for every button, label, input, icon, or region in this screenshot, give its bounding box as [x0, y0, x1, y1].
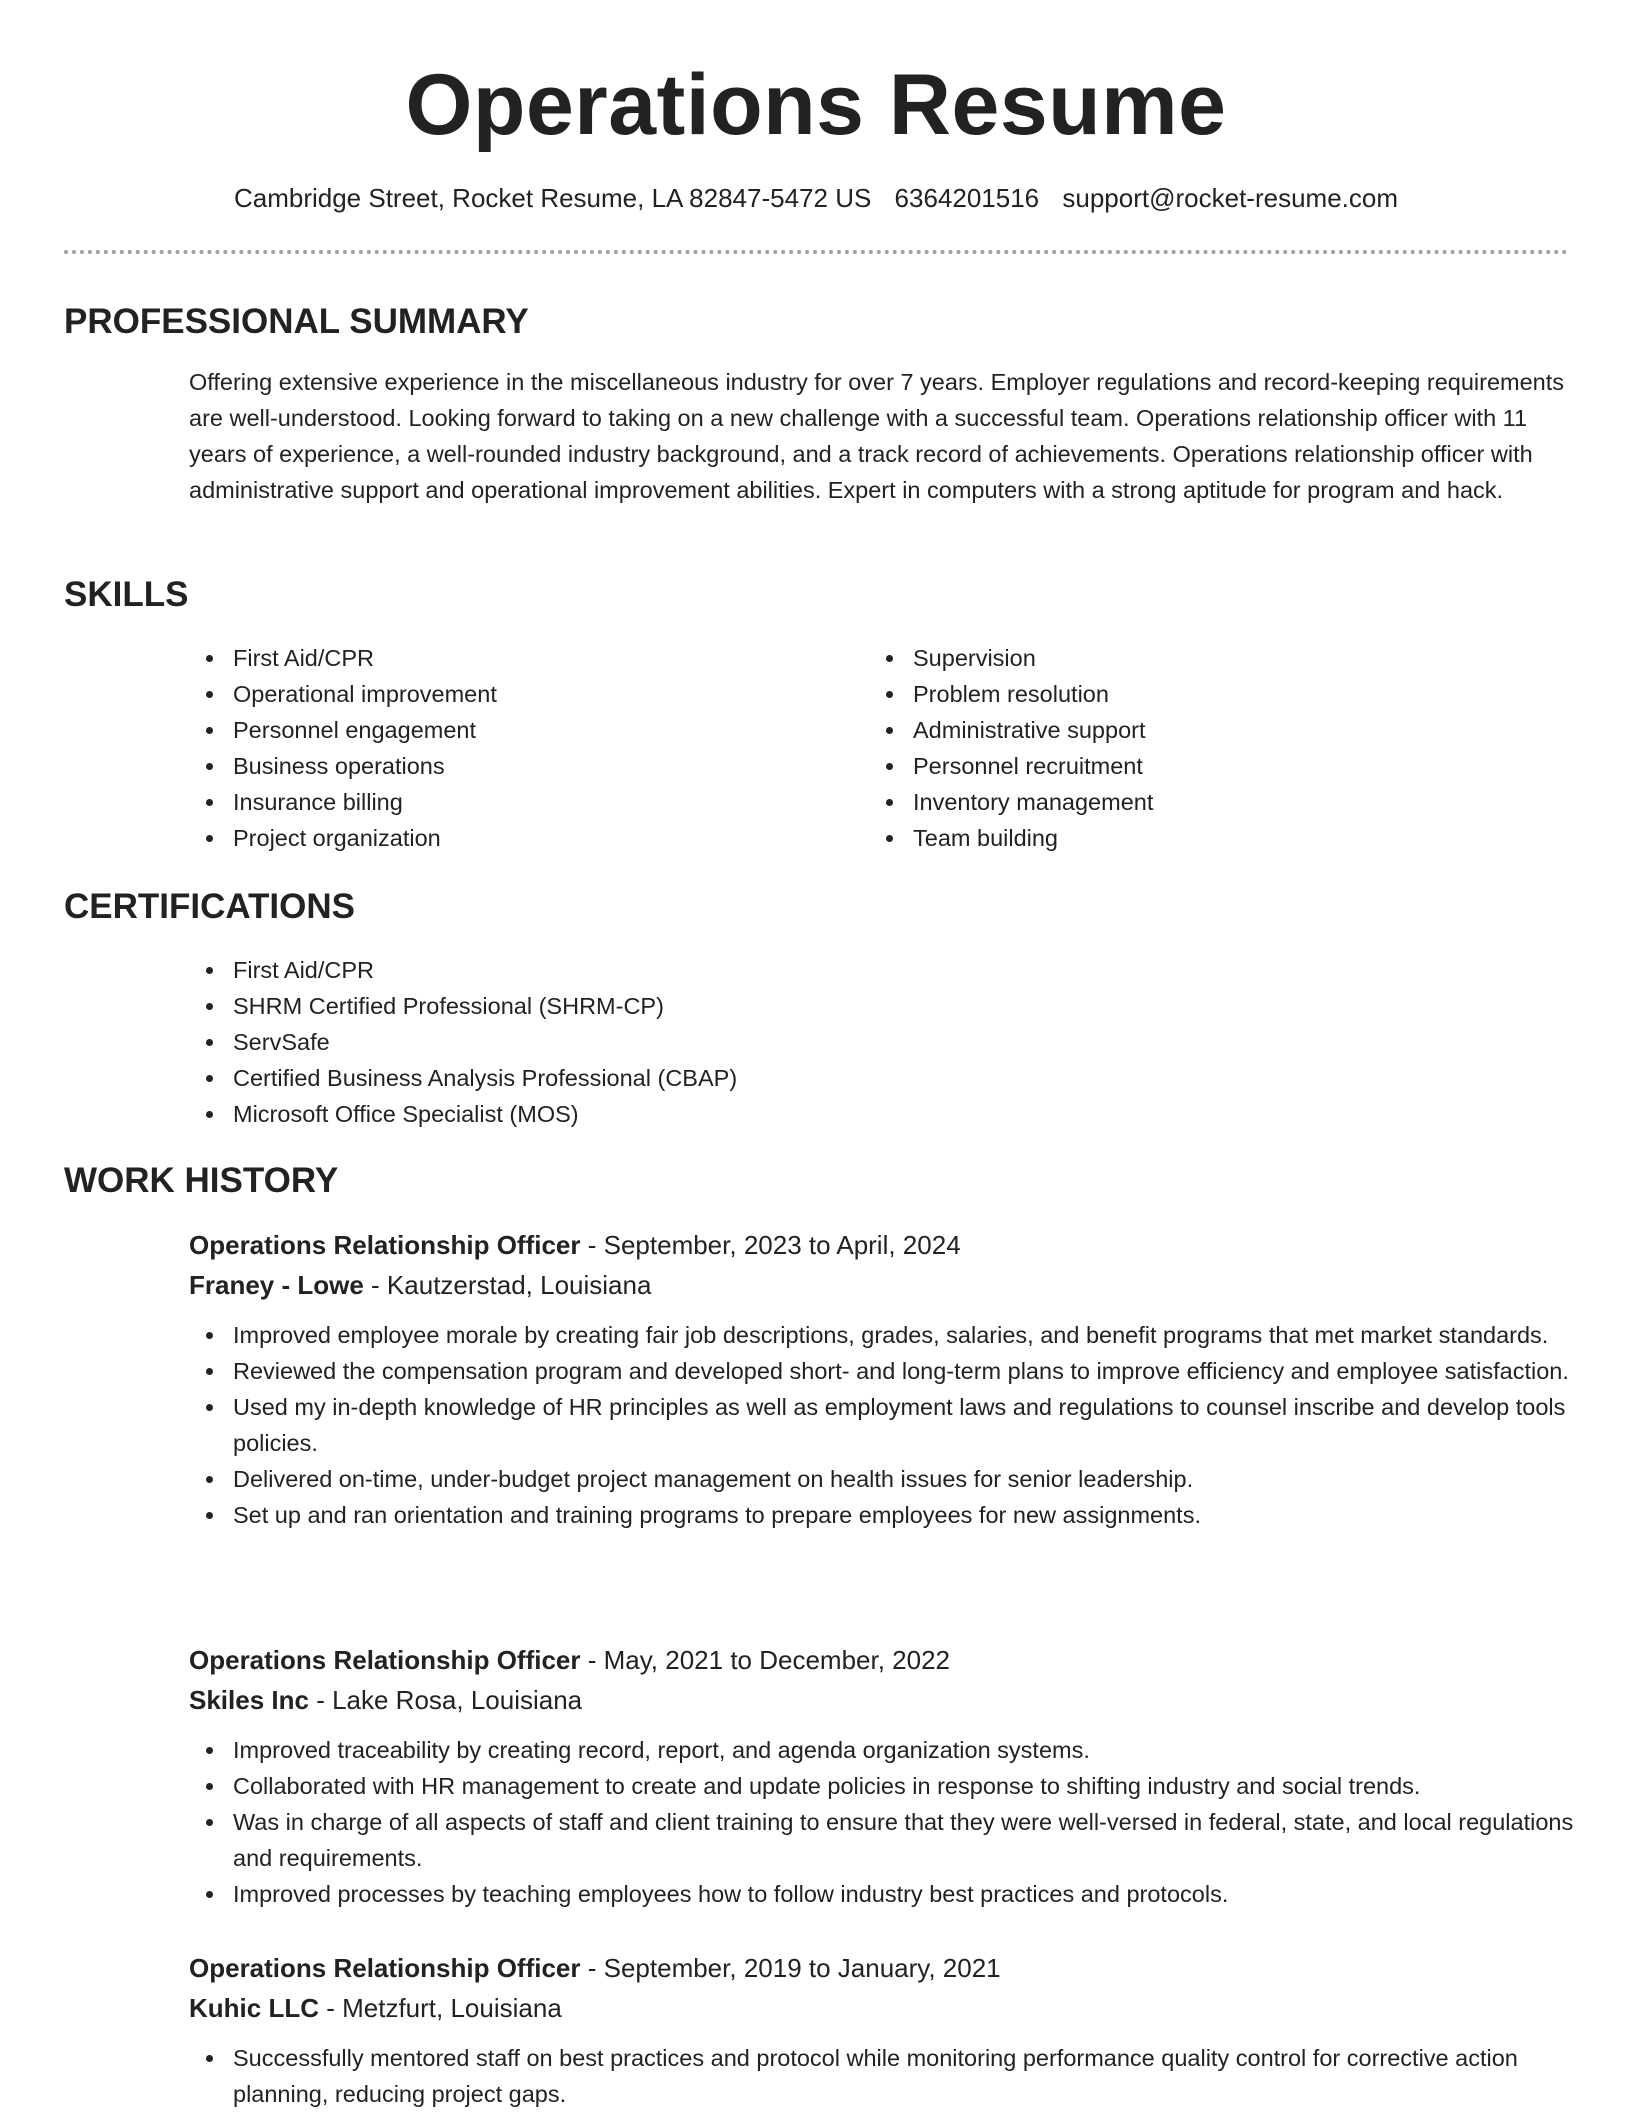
job-dates: - May, 2021 to December, 2022: [580, 1645, 951, 1675]
job-location: - Kautzerstad, Louisiana: [363, 1270, 652, 1300]
job-title-line: [189, 1225, 1574, 1265]
job-bullet: Successfully mentored staff on best practices and protocol while monitoring performance quality control for corrective action planning, reducing project gaps.: [189, 2040, 1574, 2112]
job-company-line: [189, 1265, 1574, 1305]
certifications-heading: CERTIFICATIONS: [64, 887, 356, 926]
job-bullets: [189, 1732, 1574, 1912]
header-divider: [64, 250, 1568, 254]
certification-item: Microsoft Office Specialist (MOS): [189, 1096, 1569, 1132]
contact-email: support@rocket-resume.com: [1062, 183, 1399, 213]
certifications-list: [189, 952, 1569, 1132]
job-company: Kuhic LLC: [189, 1993, 319, 2023]
skill-item: Supervision: [869, 640, 1509, 676]
job-company-line: [189, 1988, 1574, 2028]
skill-item: Personnel recruitment: [869, 748, 1509, 784]
job-bullet: Was in charge of all aspects of staff and client training to ensure that they were well-versed in federal, state, and local regulations and requirements.: [189, 1804, 1574, 1876]
job-title-line: [189, 1640, 1574, 1680]
job-bullet: Used my in-depth knowledge of HR principles as well as employment laws and regulations to counsel inscribe and develop tools policies.: [189, 1389, 1574, 1461]
skill-item: Inventory management: [869, 784, 1509, 820]
job-bullet: Reviewed the compensation program and developed short- and long-term plans to improve efficiency and employee satisfaction.: [189, 1353, 1574, 1389]
skills-heading: SKILLS: [64, 575, 189, 614]
skill-item: Business operations: [189, 748, 829, 784]
job-entry: [189, 1225, 1574, 1533]
job-company-line: [189, 1680, 1574, 1720]
skill-item: Operational improvement: [189, 676, 829, 712]
skill-item: Problem resolution: [869, 676, 1509, 712]
work-history-heading: WORK HISTORY: [64, 1161, 339, 1200]
job-bullet: Improved processes by teaching employees how to follow industry best practices and protocols.: [189, 1876, 1574, 1912]
certification-item: First Aid/CPR: [189, 952, 1569, 988]
job-title-line: [189, 1948, 1574, 1988]
job-position: Operations Relationship Officer: [189, 1645, 581, 1675]
job-location: - Metzfurt, Louisiana: [319, 1993, 562, 2023]
job-location: - Lake Rosa, Louisiana: [308, 1685, 583, 1715]
certification-item: SHRM Certified Professional (SHRM-CP): [189, 988, 1569, 1024]
skill-item: First Aid/CPR: [189, 640, 829, 676]
contact-line: [0, 180, 1632, 216]
resume-title: Operations Resume: [405, 57, 1227, 153]
skills-list-right: [869, 640, 1509, 856]
job-bullets: [189, 2040, 1574, 2112]
certification-item: Certified Business Analysis Professional (CBAP): [189, 1060, 1569, 1096]
contact-address: Cambridge Street, Rocket Resume, LA 82847-5472 US: [233, 183, 872, 213]
skills-list-left: [189, 640, 829, 856]
job-company: Franey - Lowe: [189, 1270, 364, 1300]
job-entry: [189, 1948, 1574, 2112]
job-bullet: Set up and ran orientation and training programs to prepare employees for new assignments.: [189, 1497, 1574, 1533]
job-bullet: Improved employee morale by creating fair job descriptions, grades, salaries, and benefit programs that met market standards.: [189, 1317, 1574, 1353]
job-bullets: [189, 1317, 1574, 1533]
job-entry: [189, 1640, 1574, 1912]
summary-heading: PROFESSIONAL SUMMARY: [64, 302, 529, 341]
contact-phone: 6364201516: [894, 183, 1040, 213]
job-bullet: Improved traceability by creating record, report, and agenda organization systems.: [189, 1732, 1574, 1768]
job-bullet: Collaborated with HR management to create and update policies in response to shifting industry and social trends.: [189, 1768, 1574, 1804]
skill-item: Project organization: [189, 820, 829, 856]
certification-item: ServSafe: [189, 1024, 1569, 1060]
skill-item: Team building: [869, 820, 1509, 856]
skill-item: Personnel engagement: [189, 712, 829, 748]
job-company: Skiles Inc: [189, 1685, 309, 1715]
job-dates: - September, 2019 to January, 2021: [580, 1953, 1001, 1983]
skill-item: Insurance billing: [189, 784, 829, 820]
skill-item: Administrative support: [869, 712, 1509, 748]
job-bullet: Delivered on-time, under-budget project management on health issues for senior leadership.: [189, 1461, 1574, 1497]
job-position: Operations Relationship Officer: [189, 1230, 581, 1260]
job-dates: - September, 2023 to April, 2024: [580, 1230, 961, 1260]
job-position: Operations Relationship Officer: [189, 1953, 581, 1983]
summary-text: Offering extensive experience in the miscellaneous industry for over 7 years. Employer regulations and record-keeping requirements are well-understood. Looking forward to taking on a new challenge with a successful team. Operations relationship officer with 11 years of experience, a well-rounded industry background, and a track record of achievements. Operations relationship officer with administrative support and operational improvement abilities. Expert in computers with a strong aptitude for program and hack.: [189, 369, 1565, 503]
